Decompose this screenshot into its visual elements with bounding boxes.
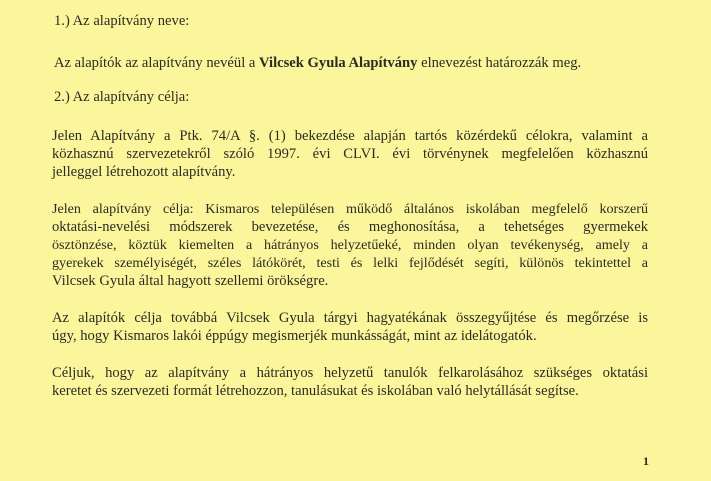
- section-heading-purpose: 2.) Az alapítvány célja:: [54, 89, 190, 105]
- paragraph-4-line: Céljuk, hogy az alapítvány a hátrányos helyzetű tanulók felkarolásához szükséges oktatási: [52, 365, 648, 381]
- foundation-name: Vilcsek Gyula Alapítvány: [259, 55, 418, 71]
- section-heading-name: 1.) Az alapítvány neve:: [54, 13, 190, 29]
- paragraph-2-line: oktatási-nevelési módszerek bevezetése, és meghonosítása, a tehetséges gyermekek: [52, 219, 648, 235]
- paragraph-1-line: jelleggel létrehozott alapítvány.: [52, 164, 236, 180]
- paragraph-2-line: gyerekek személyiségét, széles látókörét, testi és lelki fejlődését segíti, különös tekintettel a: [52, 255, 648, 271]
- paragraph-3-line: úgy, hogy Kismaros lakói éppúgy megismerjék munkásságát, mint az idelátogatók.: [52, 328, 537, 344]
- name-sentence-start: Az alapítók az alapítvány nevéül a: [54, 55, 260, 71]
- page-number: 1: [643, 454, 649, 468]
- paragraph-2-line: Jelen alapítvány célja: Kismaros településen működő általános iskolában megfelelő korszerű: [52, 201, 648, 217]
- paragraph-4-line: keretet és szervezeti formát létrehozzon, tanulásukat és iskolában való helytállását segítse.: [52, 383, 579, 399]
- paragraph-2-line: Vilcsek Gyula által hagyott szellemi örökségre.: [52, 273, 329, 289]
- paragraph-2-line: ösztönzése, köztük kiemelten a hátrányos helyzetűeké, minden olyan tevékenység, amely a: [52, 237, 648, 253]
- paragraph-1-line: közhasznú szervezetekről szóló 1997. évi CLVI. évi törvénynek megfelelően közhasznú: [52, 146, 648, 162]
- paragraph-3-line: Az alapítók célja továbbá Vilcsek Gyula tárgyi hagyatékának összegyűjtése és megőrzése is: [52, 310, 648, 326]
- name-sentence-end: elnevezést határozzák meg.: [417, 55, 582, 71]
- paragraph-1-line: Jelen Alapítvány a Ptk. 74/A §. (1) bekezdése alapján tartós közérdekű célokra, valamint a: [52, 128, 648, 144]
- foundation-name-sentence: [54, 54, 581, 72]
